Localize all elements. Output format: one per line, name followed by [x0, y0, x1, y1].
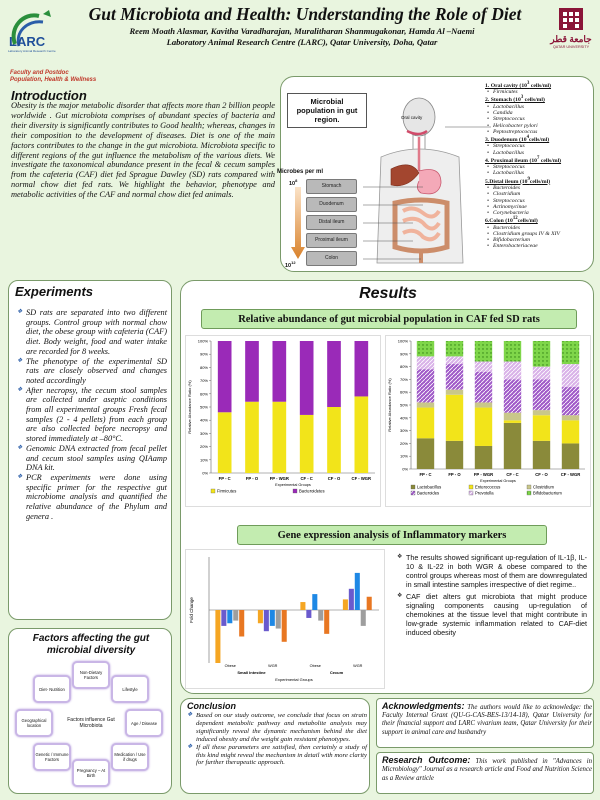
y-tick-label: 10% — [399, 453, 408, 459]
gene-bar — [306, 610, 311, 618]
conclusion-heading: Conclusion — [187, 701, 236, 711]
oral-cavity-label: Oral cavity — [401, 115, 423, 120]
gene-bar — [355, 573, 360, 610]
legend-swatch — [527, 485, 531, 489]
x-tick-label: CF - C — [300, 476, 313, 481]
introduction-heading: Introduction — [11, 88, 87, 103]
legend-label: Prevotella — [475, 490, 494, 496]
introduction-panel — [8, 86, 276, 274]
legend-swatch — [469, 491, 473, 495]
bar-segment — [417, 408, 434, 439]
y-tick-label: 70% — [399, 376, 408, 382]
microbial-population-panel — [277, 76, 594, 272]
gene-result-item: ❖ CAF diet alters gut microbiota that might produce signaling components causing up-regulation of chemokines at the tissue level that might contribute in low-grade systemic inflammation related to CAF-diet induced obesity — [397, 592, 587, 637]
x-axis-label: Experimental Groups — [275, 677, 313, 682]
y-tick-label: 60% — [199, 391, 208, 397]
y-tick-label: 40% — [199, 417, 208, 423]
poster-authors: Reem Moath Alasmar, Kavitha Varadharajan, Muralitharan Shanmugakonar, Hamda Al –Naemi Laboratory Animal Research Centre (LARC), Qatar University, Doha, Qatar — [129, 26, 475, 47]
bar-segment — [355, 341, 369, 396]
bar-segment — [562, 415, 579, 420]
legend-label: Clostridium — [533, 484, 554, 490]
y-tick-label: 70% — [199, 378, 208, 384]
gene-bar — [264, 610, 269, 631]
x-tick-label: WGR — [353, 664, 363, 668]
factor-age-disease: Age / Disease — [125, 709, 163, 737]
factor-genetic-immune: Genetic / Immune Factors — [33, 743, 71, 771]
region-stomach: Stomach — [306, 179, 357, 194]
bar-segment — [446, 364, 463, 390]
research-outcome-panel — [376, 752, 594, 794]
conclusion-item: ❖ If all these parameters are satisfied, then certainly a study of this kind might reveal the mechanism in detail with more clarity for further therapeutic approach. — [187, 744, 367, 768]
y-tick-label: 80% — [199, 364, 208, 370]
experiments-list — [17, 308, 167, 521]
legend-label: Bacteroidetes — [299, 488, 325, 494]
gene-expression-text — [397, 553, 587, 637]
microbe-group: 4. Proximal ileum ($10^7$ cells/ml) • Streptococcus • Lactobacillus — [485, 156, 593, 177]
y-axis-top: $10^8$ — [289, 178, 298, 187]
larc-logo-text: LARC — [9, 34, 46, 49]
research-outcome-text: Research Outcome: This work published in "Advances in Microbiology" Journal as a research article and Food and Nutrition Science as a Review article — [382, 755, 593, 782]
factor-geographical: Geographical location — [15, 709, 53, 737]
microbe-group: 2. Stomach ($10^3$ cells/ml) • Lactobacillus • Candida • Streptococcus • Helicobacter pylori • Peptostreptococcus — [485, 95, 593, 135]
bar-segment — [446, 356, 463, 364]
region-distal-ileum: Distal ileum — [306, 215, 357, 230]
y-tick-label: 90% — [399, 351, 408, 357]
x-tick-label: Obese — [309, 664, 321, 668]
microbe-group: 6.Colon $(10^{12}cells/ml)$ • Bacteroides • Clostridium groups IV & XIV • Bifidobacterium • Enterobacteriaceae — [485, 216, 593, 249]
y-tick-label: 10% — [199, 457, 208, 463]
conclusion-item: ❖ Based on our study outcome, we conclude that focus on strain dependent metabolic pathway and metabolite analysis may significantly reveal the dynamic mechanism behind the diet induced obesity and the weight gain resistant phenotypes. — [187, 712, 367, 744]
gene-bar — [349, 589, 354, 610]
bar-segment — [533, 367, 550, 380]
y-axis-label: Relative Abundance Ratio (%) — [387, 378, 392, 432]
gene-expression-heading: Gene expression analysis of Inflammatory markers — [237, 525, 547, 545]
legend-swatch — [411, 485, 415, 489]
bar-segment — [504, 423, 521, 469]
larc-logo-subtext: Laboratory Animal Research Centre — [8, 49, 56, 53]
factors-diagram — [11, 661, 171, 793]
y-tick-label: 90% — [199, 351, 208, 357]
acknowledgments-panel — [376, 698, 594, 748]
bar-segment — [273, 402, 287, 473]
legend-swatch — [527, 491, 531, 495]
group-label: Cecum — [329, 670, 344, 675]
gene-bar — [367, 597, 372, 610]
microbe-group: 1. Oral cavity ($10^3$ cells/ml) • Firmicutes — [485, 81, 593, 95]
experiment-item: ❖ PCR experiments were done using specific primer for the respective gut microbiome analysis and quantified the relative abundance of the Phylum and genera . — [17, 473, 167, 522]
bar-segment — [475, 372, 492, 403]
legend-label: Firmicutes — [217, 488, 237, 494]
legend-swatch — [293, 489, 297, 493]
experiment-item: ❖ The phenotype of the experimental SD rats are closely observed and changes noted accordingly — [17, 357, 167, 386]
microbe-group: 5.Distal ileum $(10^9cells/ml)$ • Bacteroides • Clostridium • Streptococcus • Actinomycinae • Corynebacteria — [485, 177, 593, 217]
bar-segment — [327, 407, 341, 473]
bar-segment — [327, 341, 341, 407]
x-tick-label: WGR — [268, 664, 278, 668]
x-axis-label: Experimental Groups — [480, 479, 516, 483]
x-tick-label: CF - WGR — [560, 472, 581, 477]
x-tick-label: FP - C — [419, 472, 432, 477]
gene-bar — [361, 610, 366, 626]
gene-bar — [227, 610, 232, 623]
experiment-item: ❖ After necropsy, the cecum stool samples are collected under aseptic conditions from all experimental groups Fresh fecal samples (2 - 4 pellets) from each group are also collected before necropsy and stored immediately at –80°C. — [17, 386, 167, 444]
legend-label: Enterococcus — [475, 484, 501, 490]
x-tick-label: CF - WGR — [351, 476, 372, 481]
bar-segment — [300, 341, 314, 415]
factor-medication: Medication / Use if drugs — [111, 743, 149, 771]
phylum-abundance-chart — [185, 335, 381, 507]
legend-label: Bacteroides — [417, 490, 440, 496]
results-panel — [180, 280, 594, 694]
x-tick-label: Obese — [224, 664, 236, 668]
microbe-group: 3. Duodenum $(10^4cells/ml)$ • Streptococcus • Lactobacillus — [485, 135, 593, 156]
y-tick-label: 100% — [197, 338, 208, 344]
factors-panel — [8, 628, 172, 794]
legend-swatch — [411, 491, 415, 495]
y-tick-label: 30% — [399, 428, 408, 434]
y-tick-label: 0% — [402, 466, 408, 472]
y-tick-label: 50% — [199, 404, 208, 410]
region-colon: Colon — [306, 251, 357, 266]
x-axis-label: Experimental Groups — [275, 483, 311, 487]
gene-result-item: ❖ The results showed significant up-regulation of IL-1β, IL-10 & IL-22 in both WGR & obese compared to the control groups whereas most of them are downregulated in small intestine samples irrespective of diet regime.. — [397, 553, 587, 589]
bar-segment — [446, 390, 463, 395]
bar-segment — [562, 364, 579, 387]
x-tick-label: CF - O — [535, 472, 548, 477]
conclusion-panel — [180, 698, 370, 794]
bar-segment — [562, 443, 579, 469]
bar-segment — [533, 441, 550, 469]
gene-bar — [300, 602, 305, 610]
legend-swatch — [211, 489, 215, 493]
qatar-university-logo — [546, 4, 596, 62]
factor-non-dietary: Non-Dietary Factors — [72, 661, 110, 689]
factors-heading: Factors affecting the gut microbial diversity — [32, 633, 150, 656]
bar-segment — [475, 402, 492, 407]
bar-segment — [417, 402, 434, 407]
bar-segment — [475, 446, 492, 469]
bar-segment — [562, 420, 579, 443]
legend-swatch — [469, 485, 473, 489]
bar-segment — [417, 369, 434, 402]
y-tick-label: 0% — [202, 470, 208, 476]
bar-segment — [504, 420, 521, 423]
region-duodenum: Duodenum — [306, 197, 357, 212]
y-tick-label: 20% — [199, 444, 208, 450]
bar-segment — [504, 341, 521, 361]
relative-abundance-heading: Relative abundance of gut microbial population in CAF fed SD rats — [201, 309, 577, 329]
gene-bar — [258, 610, 263, 623]
gene-expression-chart — [185, 549, 385, 689]
y-tick-label: 50% — [399, 402, 408, 408]
introduction-text: Obesity is the major metabolic disorder that affects more than 2 billion people worldwide . Gut microbiota comprises of abundant species of bacteria and their diversity is significantly contributes to Good health; whereas, changes in their composition to the development of diseases. Diet is one of the main factors contributes to the change in the gut microbiota. Microbiota specific to different regions of the gut influence the metabolism of the various diets. We investigate the taxonomical abundance present in the fecal & cecum samples from the cafeteria (CAF) diet fed Sprague Dawley (SD) rats compared with normal chow diet fed rats. We highlight the behavior, phenotype and metabolic activities of the CAF and normal chow diet fed animals. — [11, 101, 275, 200]
bar-segment — [300, 415, 314, 473]
x-tick-label: FP - WGR — [269, 476, 289, 481]
bar-segment — [218, 341, 232, 412]
qu-logo-text: QATAR UNIVERSITY — [552, 45, 590, 49]
bar-segment — [533, 410, 550, 415]
microbes-y-label: Microbes per ml — [277, 169, 324, 175]
acknowledgments-text: Acknowledgments: The authors would like to acknowledge: the Faculty Internal Grant (QU-G-CAS-BES-13/14-18), Qatar University for their financial support and LARC vivarium team, Qatar University for their support in animal care and husbandry — [382, 701, 592, 736]
gene-bar — [318, 610, 323, 621]
bar-segment — [355, 396, 369, 473]
bar-segment — [475, 408, 492, 446]
gene-bar — [312, 594, 317, 610]
microbe-region-list — [485, 81, 593, 250]
factor-pregnancy: Pregnancy – At Birth — [72, 759, 110, 787]
x-tick-label: CF - O — [327, 476, 341, 481]
gene-bar — [324, 610, 329, 634]
x-tick-label: CF - C — [506, 472, 519, 477]
experiment-item: ❖ SD rats are separated into two different groups. Control group with normal chow diet, the obese group with cafeteria (CAF) diet. Body weight, food and water intake are recorded for 8 weeks. — [17, 308, 167, 357]
legend-label: Bifidobacterium — [533, 490, 562, 496]
bar-segment — [245, 402, 259, 473]
bar-segment — [446, 441, 463, 469]
gene-bar — [276, 610, 281, 629]
y-tick-label: 60% — [399, 389, 408, 395]
bar-segment — [417, 341, 434, 356]
bar-segment — [273, 341, 287, 402]
conclusion-list — [187, 712, 367, 767]
bar-segment — [533, 415, 550, 441]
y-axis-label: Relative Abundance Ratio (%) — [187, 380, 192, 434]
bar-segment — [562, 341, 579, 364]
gene-bar — [215, 610, 220, 663]
faculty-label: Faculty and Postdoc Population, Health & Wellness — [10, 70, 97, 83]
x-tick-label: FP - O — [448, 472, 461, 477]
qu-logo-arabic: جامعة قطر — [550, 34, 592, 44]
bar-segment — [245, 341, 259, 402]
bar-segment — [417, 438, 434, 469]
experiments-heading: Experiments — [15, 284, 94, 299]
bar-segment — [504, 413, 521, 421]
bar-segment — [504, 379, 521, 412]
bar-segment — [446, 341, 463, 356]
experiments-panel — [8, 280, 172, 620]
gene-bar — [239, 610, 244, 637]
results-heading: Results — [359, 285, 417, 302]
bar-segment — [475, 361, 492, 371]
bar-segment — [533, 379, 550, 410]
y-tick-label: 100% — [397, 338, 408, 344]
gene-bar — [282, 610, 287, 642]
bar-segment — [417, 356, 434, 369]
gene-bar — [343, 599, 348, 610]
experiment-item: ❖ Genomic DNA extracted from fecal pellet and cecum stool samples using QIAamp DNA kit. — [17, 444, 167, 473]
gene-bar — [221, 610, 226, 626]
bar-segment — [446, 395, 463, 441]
bar-segment — [562, 387, 579, 415]
legend-label: Lactobacillus — [417, 484, 442, 490]
leader-lines — [341, 97, 491, 269]
region-proximal-ileum: Proximal ileum — [306, 233, 357, 248]
larc-logo — [5, 6, 61, 56]
bar-segment — [475, 341, 492, 361]
gene-bar — [233, 610, 238, 621]
bar-segment — [533, 341, 550, 367]
y-tick-label: 30% — [199, 430, 208, 436]
factor-diet-nutrition: Diet- Nutrition — [33, 675, 71, 703]
factors-center: Factors influence Gut Microbiota — [67, 717, 115, 729]
group-label: Small Intestine — [237, 670, 266, 675]
x-tick-label: FP - C — [218, 476, 231, 481]
bar-segment — [218, 412, 232, 473]
genera-abundance-chart — [385, 335, 591, 507]
gene-bar — [270, 610, 275, 626]
x-tick-label: FP - O — [245, 476, 259, 481]
factor-lifestyle: Lifestyle — [111, 675, 149, 703]
microbial-box-title: Microbial population in gut region. — [287, 93, 367, 128]
y-axis-label: Fold Change — [189, 597, 194, 623]
y-tick-label: 20% — [399, 440, 408, 446]
bar-segment — [504, 361, 521, 379]
y-axis-bottom: $10^{12}$ — [285, 260, 296, 269]
y-tick-label: 80% — [399, 364, 408, 370]
x-tick-label: FP - WGR — [473, 472, 494, 477]
poster-title: Gut Microbiota and Health: Understanding the Role of Diet — [88, 4, 522, 24]
y-tick-label: 40% — [399, 415, 408, 421]
